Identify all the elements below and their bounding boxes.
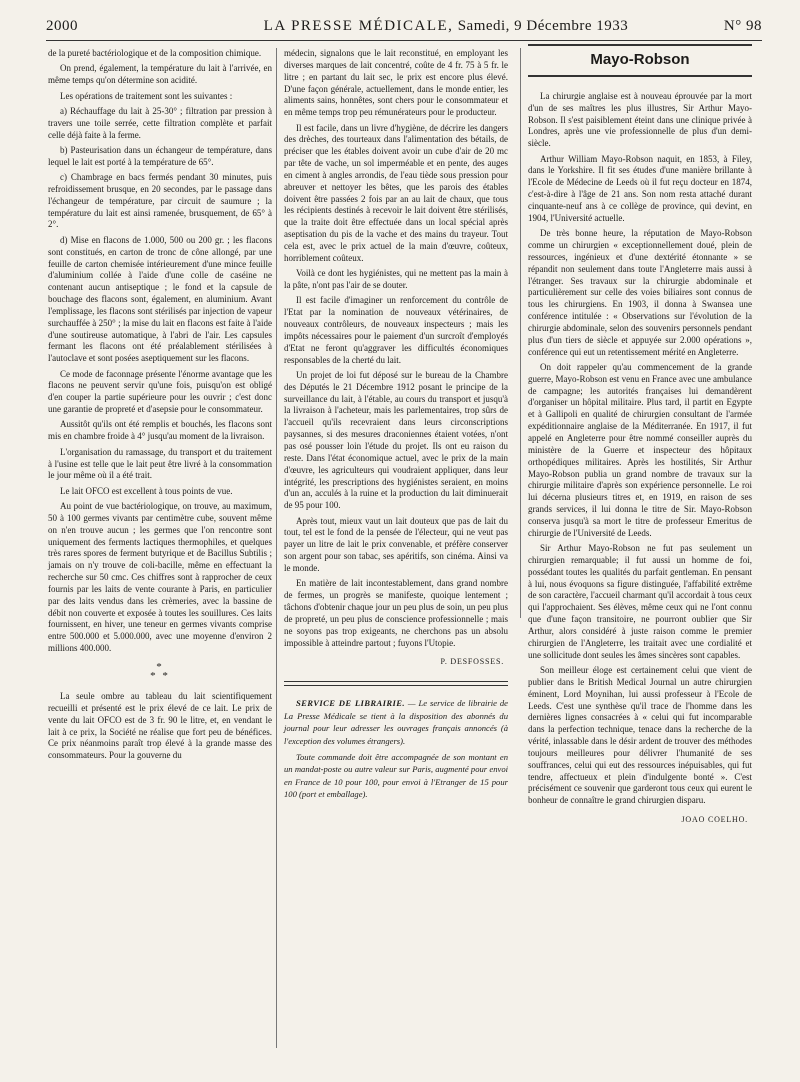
paragraph: Aussitôt qu'ils ont été remplis et bouchés, les flacons sont mis en chambre froide à 4° jusqu'au moment de la livraison. bbox=[48, 419, 272, 442]
journal-name: LA PRESSE MÉDICALE, bbox=[263, 18, 454, 34]
double-rule-separator bbox=[284, 681, 508, 686]
author-signature: JOAO COELHO. bbox=[681, 815, 748, 825]
notice-text: — Le service de librairie de La Presse Médicale se tient à la disposition des abonnés du journal pour leur adresser les ouvrages français annoncés (à l'exception des volumes étrangers). bbox=[284, 698, 508, 746]
paragraph: La chirurgie anglaise est à nouveau éprouvée par la mort d'un de ses maîtres les plus illustres, Sir Arthur Mayo-Robson. Il s'est paisiblement éteint dans une clinique privée à Londres, après une vie professionnelle de plus d'un demi-siècle. bbox=[528, 90, 752, 149]
paragraph: On doit rappeler qu'au commencement de la grande guerre, Mayo-Robson est venu en France avec une ambulance de campagne; les autorités françaises lui demandèrent d'organiser un hôpital militaire. Plus tard, il partit en Egypte et à Gallipoli en qualité de chirurgien consultant de l'armée expéditionnaire anglaise de la Méditerranée. En 1917, il fut appelé en Angleterre pour être nommé conseiller auprès du ministère de la Guerre et inspecteur des hôpitaux orthopédiques militaires. Après les hostilités, Sir Arthur Mayo-Robson publia un grand nombre de travaux sur la chirurgie militaire d'après son expérience personnelle. Le roi lui décerna plusieurs titres et, en 1919, en raison de ses grands services, il lui donna le titre de Sir. Mayo-Robson conserva jusqu'à sa mort le titre de professeur Emeritus de chirurgie de l'Université de Leeds. bbox=[528, 361, 752, 538]
paragraph: La seule ombre au tableau du lait scientifiquement recueilli et présenté est le prix élevé de ce lait. Le prix de vente du lait OFCO est de 3 fr. 90 le litre, et, en vendant le lait à ce prix, la Société ne réalise que fort peu de bénéfices. Ce prix néanmoins paraît trop élevé à la grande masse des consommateurs. Pour la gouverne du bbox=[48, 691, 272, 761]
author-signature: P. DESFOSSES. bbox=[440, 657, 504, 667]
paragraph: Un projet de loi fut déposé sur le bureau de la Chambre des Députés le 21 Décembre 1912 posant le principe de la surveillance du lait, à l'étable, au cours du transport et jusqu'à la livraison à l'acheteur, mais les parlementaires, trop sûrs de l'accueil qu'ils recevraient dans leurs circonscriptions paysannes, si des mesures draconiennes étaient votées, n'ont pas osé pousser loin l'étude du projet. Ils ont eu raison du reste. Dans l'état économique actuel, avec le prix de la main d'œuvre, les agriculteurs qui voudraient appliquer, dans leur intégrité, les prescriptions des hygiénistes seraient, en moins d'un an, acculés à la ruine et la production du lait diminuerait de 95 pour 100. bbox=[284, 369, 508, 511]
article-title: Mayo-Robson bbox=[528, 44, 752, 77]
page-number: 2000 bbox=[46, 18, 78, 34]
paragraph: Il est facile, dans un livre d'hygiène, de décrire les dangers des drèches, des tourteaux dans l'alimentation des bétails, de préciser que les étables doivent avoir un cube d'air de 20 mc par tête de vache, un sol imperméable et en pente, des auges en ciment à angles arrondis, de l'eau tiède sous pression pour abreuver et nettoyer les bêtes, que les parois des étables doivent être passées 2 fois par an au lait de chaux, que tous les récipients destinés à recevoir le lait doivent être stérilisés, que la traite doit être effectuée dans un local spécial après aseptisation du pis de la vache et des mains du trayeur. Tout cela est, avec le prix actuel de la main d'œuvre, coûteux, horriblement coûteux. bbox=[284, 122, 508, 263]
paragraph: Au point de vue bactériologique, on trouve, au maximum, 50 à 100 germes vivants par centimètre cube, souvent même on n'en trouve aucun ; les germes que l'on rencontre sont uniquement des ferments lactiques thermophiles, et quelques très rares spores de ferment butyrique et de Bacillus Subtilis ; jamais on n'y trouve de coli-bacille, même en effectuant la recherche sur 50 cmc. Ces chiffres sont à rapprocher de ceux fournis par les laits de vente courante à Paris, en particulier par des laits vendus dans les crèmeries, avec la bassine de débit non couverte et exposée à toutes les souillures. Ces laits fournissent, en hiver, une teneur en germes vivants comprise entre 500.000 et 5.000.000, avec une moyenne d'environ 2 millions 400.000. bbox=[48, 501, 272, 654]
paragraph: c) Chambrage en bacs fermés pendant 30 minutes, puis refroidissement brusque, en 20 secondes, par le passage dans l'échangeur de température, par circuit de saumure ; la température du lait est ainsi ramenée, brusquement, de 65° à 2°. bbox=[48, 172, 272, 230]
paragraph: b) Pasteurisation dans un échangeur de température, dans lequel le lait est porté à la température de 65°. bbox=[48, 144, 272, 167]
column-left bbox=[48, 48, 272, 766]
paragraph: Arthur William Mayo-Robson naquit, en 1853, à Filey, dans le Yorkshire. Il fit ses études d'une manière brillante à l'Ecole de Médecine de Leeds où il fut reçu docteur en 1874, c'est-à-dire à l'âge de 21 ans. Son nom resta attaché durant cinquante-neuf ans à ce collège de province, qui devint, en 1904, l'Université actuelle. bbox=[528, 153, 752, 223]
paragraph: a) Réchauffage du lait à 25-30° ; filtration par pression à travers une toile serrée, cette filtration complète et parfait celle déjà faite à la ferme. bbox=[48, 105, 272, 140]
paragraph: Les opérations de traitement sont les suivantes : bbox=[60, 90, 233, 101]
column-right bbox=[528, 48, 752, 826]
page-header bbox=[46, 16, 762, 41]
paragraph: de la pureté bactériologique et de la composition chimique. bbox=[48, 48, 262, 58]
paragraph: Il est facile d'imaginer un renforcement du contrôle de l'Etat par la nomination de nouveaux vétérinaires, de nouveaux contrôleurs, de nouveaux inspecteurs ; mais les impôts nécessaires pour le paiement d'un surcroît d'employés d'Etat ne feront qu'aggraver les difficultés économiques responsables de la cherté du lait. bbox=[284, 295, 508, 365]
notice-heading: SERVICE DE LIBRAIRIE. bbox=[296, 698, 405, 709]
running-title bbox=[216, 18, 676, 35]
issue-number: N° 98 bbox=[723, 18, 762, 34]
issue-date: Samedi, 9 Décembre 1933 bbox=[453, 18, 629, 34]
section-asterisks: * * * bbox=[150, 661, 170, 682]
paragraph: médecin, signalons que le lait reconstitué, en employant les diverses marques de lait concentré, coûte de 4 fr. 75 à 5 fr. le litre ; en partant du lait sec, le prix est encore plus élevé. D'une façon générale, actuellement, dans le monde entier, les aliments sains, honnêtes, sont chers pour le consommateur et en même temps trop peu rémunérateurs pour le producteur. bbox=[284, 48, 508, 118]
paragraph: Après tout, mieux vaut un lait douteux que pas de lait du tout, tel est le fond de la pensée de l'électeur, qui ne veut pas payer un litre de lait le prix convenable, et préfère conserver son argent pour son tabac, ses apéritifs, son cinéma. Ainsi va le monde. bbox=[284, 515, 508, 573]
column-rule-left bbox=[276, 48, 277, 1048]
column-middle bbox=[284, 48, 508, 804]
paragraph: En matière de lait incontestablement, dans grand nombre de fermes, un progrès se manifeste, quoique lentement ; tâchons d'obtenir chaque jour un peu plus de soin, un peu plus de propreté, un peu plus de conscience professionnelle ; mais ne soyons pas trop exigeants, ne cherchons pas un absolu impossible à atteindre partout ; fuyons l'Utopie. bbox=[284, 578, 508, 648]
paragraph: L'organisation du ramassage, du transport et du traitement à l'usine est telle que le lait peut être livré à la consommation le jour même où il a été trait. bbox=[48, 446, 272, 481]
paragraph: Le lait OFCO est excellent à tous points de vue. bbox=[60, 485, 233, 496]
paragraph: Sir Arthur Mayo-Robson ne fut pas seulement un chirurgien remarquable; il fut aussi un homme de foi, possédant toutes les qualités du parfait gentleman. En pensant à lui, nous évoquons sa figure distinguée, l'affabilité extrême de son caractère, l'accueil charmant qu'il accordait à tous ceux qui l'approchaient. Ses élèves, même ceux qui ne l'ont connu que d'une façon transitoire, ne pourront oublier que Sir Arthur, alors considéré à juste raison comme le premier chirurgien de l'Angleterre, les traitait avec une cordialité et une sollicitude dont seules les âmes sincères sont capables. bbox=[528, 543, 752, 660]
column-rule-right bbox=[520, 48, 521, 618]
paragraph: Son meilleur éloge est certainement celui que vient de publier dans le British Medical Journal un autre chirurgien éminent, Lord Moynihan, lui aussi professeur à l'Ecole de Leeds. C'est une synthèse qu'il trace de l'homme dans les dernières lignes consacrées à « celui qui fut incomparable dans la perfection technique, tenace dans la recherche de la vérité, inlassable dans le désir ardent de trouver des méthodes toujours meilleures pour délivrer l'humanité de ses souffrances, celui qui eut des ressources inépuisables, qui fut tendre, affectueux et plein d'indulgente bonté ». C'est précisément ce souvenir que garderont tous ceux qui eurent le bonheur de connaître le grand chirurgien disparu. bbox=[528, 665, 752, 806]
paragraph: Ce mode de faconnage présente l'énorme avantage que les flacons ne peuvent servir qu'une fois, puisqu'on est obligé d'en couper la partie supérieure pour les ouvrir ; c'est donc une garantie de propreté et d'asepsie pour le consommateur. bbox=[48, 368, 272, 415]
paragraph: On prend, également, la température du lait à l'arrivée, en même temps qu'on détermine son acidité. bbox=[48, 63, 272, 86]
paragraph: De très bonne heure, la réputation de Mayo-Robson comme un chirurgien « exceptionnellement doué, plein de ressources, ingénieux et d'une dextérité étonnante » se répandit non seulement dans toute l'Angleterre mais aussi à l'étranger. Ses travaux sur la chirurgie abdominale et particulièrement sur celle des voies biliaires sont connus de tous les chirurgiens. En 1903, il donna à Swansea une conférence intitulée : « Observations sur l'évolution de la chirurgie abdominale, selon des souvenirs personnels pendant plus d'un tiers de siècle et appuyée sur 2.000 opérations », conférence qui eut un retentissement mérité en Angleterre. bbox=[528, 228, 752, 357]
notice-text: Toute commande doit être accompagnée de son montant en un mandat-poste ou autre valeur sur Paris, augmenté pour envoi en France de 10 pour 100, pour envoi à l'Etranger de 15 pour 100 (port et emballage). bbox=[284, 751, 508, 800]
paragraph: Voilà ce dont les hygiénistes, qui ne mettent pas la main à la pâte, n'ont pas l'air de se douter. bbox=[284, 268, 508, 291]
paragraph: d) Mise en flacons de 1.000, 500 ou 200 gr. ; les flacons sont constitués, en carton de tronc de cône allongé, par une feuille de carton chemisée intérieurement d'une mince feuille d'aluminium collée à l'aide d'une colle de caséine ne contenant aucun antiseptique ; le fond et la capsule de bouchage des flacons sont, également, en aluminium. Avant l'emplissage, les flacons sont stérilisés par injection de vapeur surchauffée à 250° ; la mise du lait en flacons est faite à l'aide d'une soutireuse automatique, à l'abri de l'air. Les capsules fermant les flacons ont été préalablement stérilisées à l'autoclave et sont posées aseptiquement sur les flacons. bbox=[48, 234, 272, 364]
librairie-notice bbox=[284, 697, 508, 801]
